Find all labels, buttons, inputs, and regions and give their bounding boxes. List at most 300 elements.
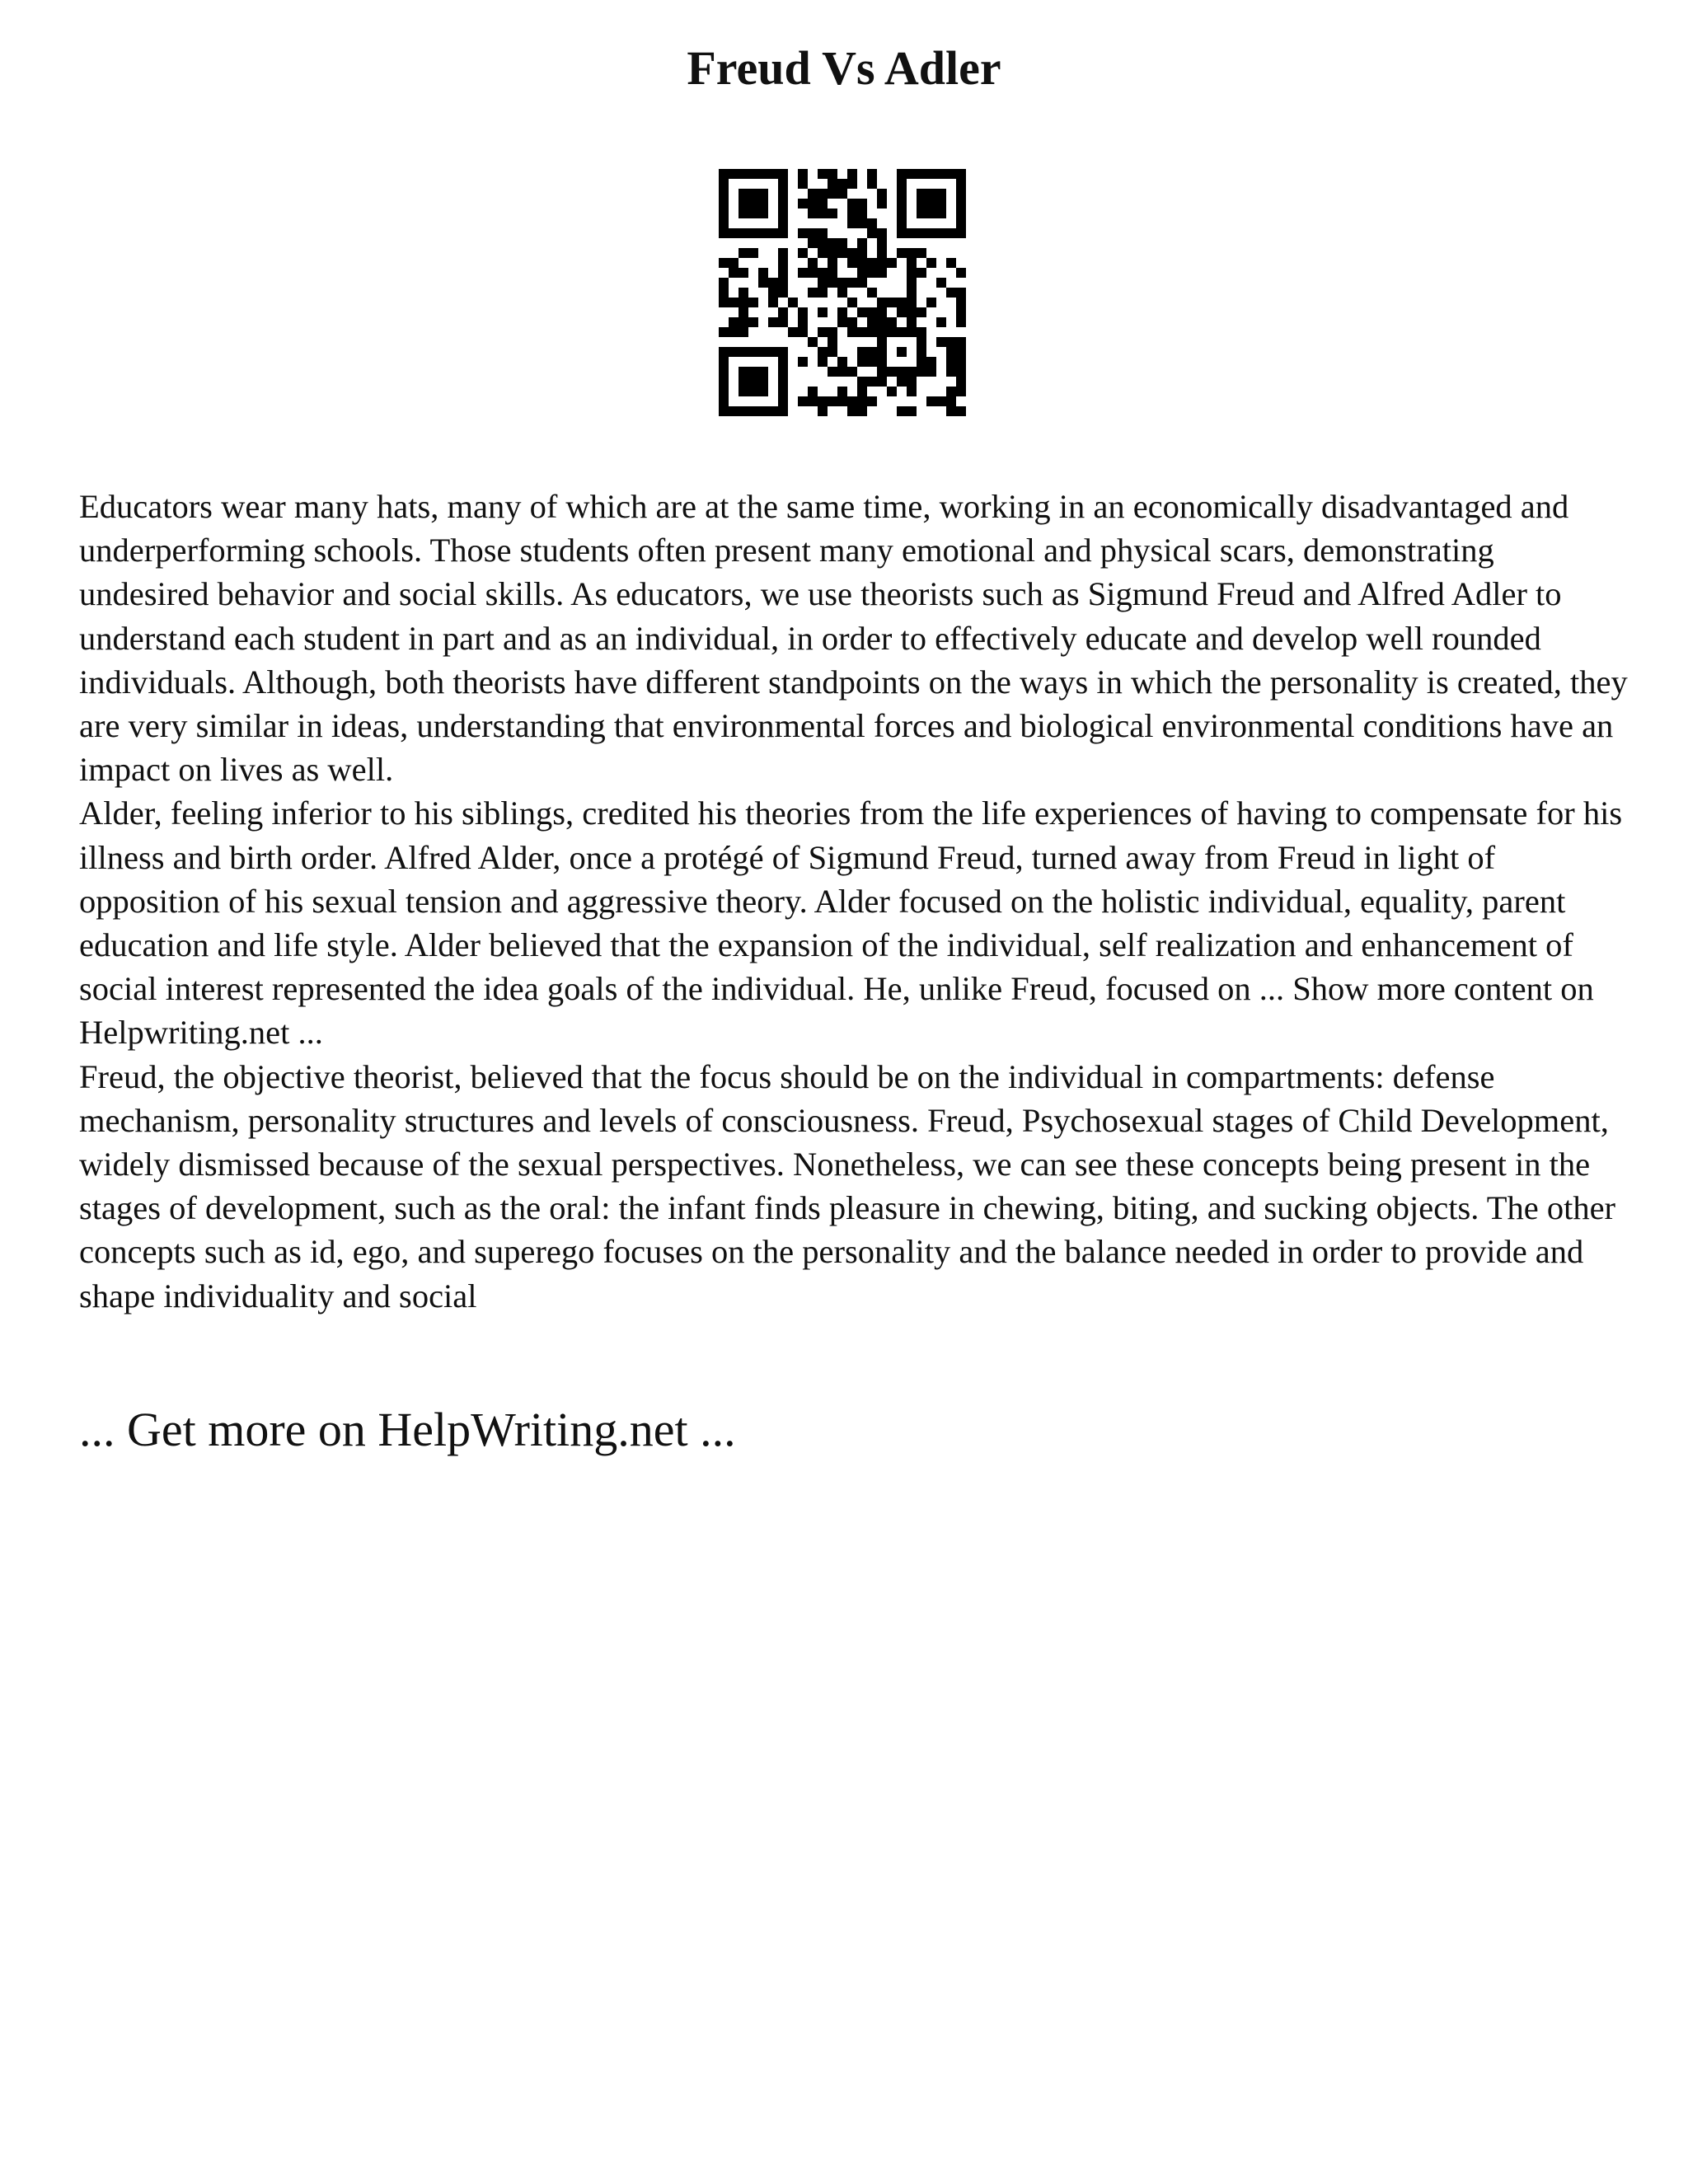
qr-module <box>956 228 966 238</box>
qr-module <box>758 169 768 179</box>
qr-module <box>778 248 788 258</box>
qr-module <box>936 278 946 288</box>
qr-module <box>847 248 857 258</box>
qr-module <box>956 179 966 189</box>
qr-module <box>867 377 877 387</box>
qr-module <box>818 248 828 258</box>
qr-module <box>907 377 917 387</box>
qr-module <box>847 218 857 228</box>
qr-code-icon <box>719 169 966 416</box>
qr-module <box>798 396 808 406</box>
qr-module <box>857 278 867 288</box>
qr-module <box>719 228 729 238</box>
qr-module <box>808 288 818 298</box>
qr-module <box>926 189 936 199</box>
qr-module <box>897 189 907 199</box>
qr-module <box>778 268 788 278</box>
qr-module <box>867 327 877 337</box>
qr-module <box>956 189 966 199</box>
qr-module <box>729 298 738 307</box>
qr-module <box>729 327 738 337</box>
qr-module <box>936 337 946 347</box>
qr-module <box>946 406 956 416</box>
qr-module <box>729 347 738 357</box>
qr-module <box>887 327 897 337</box>
qr-module <box>719 258 729 268</box>
qr-module <box>818 307 828 317</box>
qr-module <box>867 317 877 327</box>
qr-module <box>719 396 729 406</box>
qr-module <box>917 228 926 238</box>
qr-module <box>738 298 748 307</box>
qr-module <box>917 367 926 377</box>
qr-module <box>857 248 867 258</box>
qr-module <box>768 169 778 179</box>
qr-module <box>808 337 818 347</box>
qr-module <box>828 169 837 179</box>
qr-module <box>818 238 828 248</box>
qr-module <box>768 406 778 416</box>
qr-module <box>867 218 877 228</box>
qr-module <box>738 367 748 377</box>
qr-module <box>788 327 798 337</box>
qr-module <box>837 248 847 258</box>
qr-module <box>877 307 887 317</box>
qr-module <box>828 347 837 357</box>
qr-module <box>867 396 877 406</box>
qr-module <box>758 367 768 377</box>
qr-module <box>857 377 867 387</box>
qr-module <box>719 387 729 396</box>
qr-module <box>729 317 738 327</box>
qr-module <box>798 228 808 238</box>
qr-module <box>917 189 926 199</box>
qr-module <box>798 169 808 179</box>
qr-module <box>778 209 788 218</box>
qr-module <box>719 357 729 367</box>
page-title: Freud Vs Adler <box>687 41 1001 95</box>
qr-module <box>729 268 738 278</box>
qr-module <box>847 396 857 406</box>
qr-module <box>778 288 788 298</box>
qr-module <box>748 189 758 199</box>
qr-module <box>877 347 887 357</box>
qr-module <box>877 228 887 238</box>
qr-module <box>828 268 837 278</box>
qr-module <box>887 298 897 307</box>
qr-module <box>897 248 907 258</box>
qr-module <box>837 396 847 406</box>
qr-module <box>719 209 729 218</box>
qr-module <box>936 228 946 238</box>
qr-module <box>926 357 936 367</box>
qr-module <box>818 228 828 238</box>
qr-module <box>847 209 857 218</box>
qr-module <box>897 179 907 189</box>
qr-module <box>768 228 778 238</box>
qr-module <box>798 268 808 278</box>
qr-module <box>778 406 788 416</box>
qr-module <box>907 307 917 317</box>
qr-module <box>828 327 837 337</box>
qr-module <box>778 169 788 179</box>
qr-module <box>857 406 867 416</box>
qr-module <box>877 189 887 199</box>
qr-module <box>719 169 729 179</box>
qr-module <box>729 169 738 179</box>
qr-module <box>897 347 907 357</box>
qr-module <box>738 288 748 298</box>
qr-module <box>748 347 758 357</box>
qr-module <box>808 268 818 278</box>
qr-module <box>758 278 768 288</box>
qr-module <box>768 288 778 298</box>
qr-module <box>857 347 867 357</box>
qr-module <box>936 169 946 179</box>
qr-module <box>828 337 837 347</box>
qr-module <box>897 218 907 228</box>
qr-module <box>917 248 926 258</box>
qr-module <box>758 387 768 396</box>
qr-module <box>768 317 778 327</box>
qr-module <box>907 169 917 179</box>
qr-module <box>956 387 966 396</box>
qr-module <box>818 327 828 337</box>
qr-module <box>719 406 729 416</box>
qr-module <box>758 228 768 238</box>
qr-module <box>956 169 966 179</box>
qr-module <box>917 169 926 179</box>
qr-module <box>857 327 867 337</box>
qr-module <box>956 347 966 357</box>
qr-module <box>719 298 729 307</box>
qr-module <box>738 327 748 337</box>
qr-module <box>867 268 877 278</box>
qr-module <box>719 377 729 387</box>
qr-module <box>877 258 887 268</box>
qr-module <box>778 218 788 228</box>
qr-module <box>857 357 867 367</box>
qr-module <box>907 298 917 307</box>
qr-module <box>936 199 946 209</box>
qr-module <box>936 396 946 406</box>
qr-module <box>818 347 828 357</box>
qr-module <box>936 209 946 218</box>
qr-module <box>847 169 857 179</box>
qr-module <box>808 258 818 268</box>
qr-module <box>897 169 907 179</box>
qr-module <box>719 367 729 377</box>
qr-module <box>837 238 847 248</box>
qr-module <box>857 199 867 209</box>
qr-module <box>808 189 818 199</box>
qr-module <box>778 258 788 268</box>
qr-module <box>808 199 818 209</box>
qr-module <box>818 396 828 406</box>
qr-module <box>808 387 818 396</box>
qr-module <box>719 288 729 298</box>
qr-module <box>778 228 788 238</box>
qr-module <box>956 377 966 387</box>
qr-module <box>847 406 857 416</box>
qr-module <box>867 228 877 238</box>
qr-module <box>926 258 936 268</box>
qr-module <box>857 238 867 248</box>
qr-module <box>857 396 867 406</box>
qr-module <box>867 179 877 189</box>
qr-module <box>837 357 847 367</box>
qr-module <box>956 367 966 377</box>
qr-module <box>877 357 887 367</box>
qr-module <box>877 199 887 209</box>
qr-module <box>926 367 936 377</box>
qr-module <box>877 377 887 387</box>
qr-module <box>818 209 828 218</box>
qr-module <box>907 228 917 238</box>
qr-module <box>946 347 956 357</box>
qr-module <box>956 268 966 278</box>
qr-module <box>897 298 907 307</box>
qr-module <box>877 298 887 307</box>
qr-module <box>887 258 897 268</box>
qr-module <box>956 307 966 317</box>
qr-module <box>808 209 818 218</box>
qr-module <box>857 387 867 396</box>
qr-module <box>936 189 946 199</box>
qr-module <box>917 337 926 347</box>
qr-module <box>946 169 956 179</box>
qr-module <box>738 387 748 396</box>
qr-module <box>748 169 758 179</box>
qr-module <box>877 268 887 278</box>
qr-module <box>758 268 768 278</box>
qr-module <box>917 307 926 317</box>
qr-module <box>907 327 917 337</box>
qr-module <box>956 288 966 298</box>
qr-module <box>917 209 926 218</box>
qr-module <box>926 169 936 179</box>
qr-module <box>877 337 887 347</box>
qr-module <box>768 298 778 307</box>
qr-module <box>847 278 857 288</box>
qr-module <box>867 288 877 298</box>
qr-module <box>936 317 946 327</box>
qr-module <box>946 337 956 347</box>
qr-module <box>946 387 956 396</box>
qr-module <box>758 199 768 209</box>
qr-module <box>818 199 828 209</box>
qr-module <box>738 377 748 387</box>
qr-module <box>798 357 808 367</box>
qr-module <box>867 347 877 357</box>
qr-module <box>907 248 917 258</box>
qr-module <box>837 179 847 189</box>
qr-module <box>828 367 837 377</box>
qr-module <box>877 327 887 337</box>
qr-module <box>788 298 798 307</box>
qr-module <box>778 387 788 396</box>
qr-module <box>738 189 748 199</box>
qr-module <box>837 189 847 199</box>
qr-module <box>798 317 808 327</box>
qr-module <box>818 278 828 288</box>
qr-module <box>818 189 828 199</box>
qr-module <box>798 199 808 209</box>
qr-module <box>907 258 917 268</box>
qr-module <box>857 218 867 228</box>
qr-module <box>847 199 857 209</box>
qr-module <box>738 228 748 238</box>
qr-module <box>719 218 729 228</box>
qr-module <box>818 406 828 416</box>
qr-module <box>719 189 729 199</box>
qr-module <box>778 307 788 317</box>
qr-module <box>828 396 837 406</box>
qr-module <box>877 238 887 248</box>
qr-module <box>828 248 837 258</box>
qr-module <box>887 367 897 377</box>
qr-module <box>738 248 748 258</box>
qr-module <box>887 387 897 396</box>
qr-module <box>847 179 857 189</box>
qr-module <box>956 218 966 228</box>
qr-module <box>837 387 847 396</box>
qr-module <box>877 367 887 377</box>
qr-module <box>719 347 729 357</box>
qr-module <box>946 228 956 238</box>
qr-module <box>748 317 758 327</box>
qr-module <box>768 278 778 288</box>
qr-module <box>748 367 758 377</box>
qr-module <box>758 406 768 416</box>
qr-module <box>719 179 729 189</box>
qr-module <box>956 298 966 307</box>
qr-module <box>808 396 818 406</box>
qr-module <box>956 209 966 218</box>
qr-module <box>847 298 857 307</box>
qr-module <box>768 347 778 357</box>
qr-module <box>729 228 738 238</box>
qr-module <box>828 278 837 288</box>
qr-module <box>758 347 768 357</box>
qr-module <box>907 406 917 416</box>
qr-module <box>867 357 877 367</box>
qr-module <box>778 278 788 288</box>
qr-module <box>956 337 966 347</box>
qr-module <box>887 317 897 327</box>
qr-module <box>818 357 828 367</box>
qr-module <box>818 169 828 179</box>
qr-module <box>926 298 936 307</box>
qr-module <box>897 327 907 337</box>
qr-module <box>778 357 788 367</box>
qr-module <box>778 189 788 199</box>
qr-module <box>847 367 857 377</box>
qr-module <box>828 238 837 248</box>
qr-module <box>877 317 887 327</box>
article-body <box>79 485 1629 1318</box>
qr-module <box>798 248 808 258</box>
qr-module <box>907 387 917 396</box>
paragraph: Freud, the objective theorist, believed that the focus should be on the individual in compartments: defense mechanism, personality structures and levels of consciousness. Freud, Psychosexual stages of Child Development, widely dismissed because of the sexual perspectives. Nonetheless, we can see these concepts being present in the stages of development, such as the oral: the infant finds pleasure in chewing, biting, and sucking objects. The other concepts such as id, ego, and superego focuses on the personality and the balance needed in order to provide and shape individuality and social <box>79 1057 1616 1315</box>
qr-module <box>907 288 917 298</box>
paragraph: Educators wear many hats, many of which are at the same time, working in an economically disadvantaged and underperforming schools. Those students often present many emotional and physical scars, demonstrating undesired behavior and social skills. As educators, we use theorists such as Sigmund Freud and Alfred Adler to understand each student in part and as an individual, in order to effectively educate and develop well rounded individuals. Although, both theorists have different standpoints on the ways in which the personality is created, they are very similar in ideas, understanding that environmental forces and biological environmental conditions have an impact on lives as well. <box>79 488 1628 789</box>
qr-module <box>738 169 748 179</box>
qr-module <box>926 228 936 238</box>
qr-module <box>907 278 917 288</box>
qr-module <box>917 327 926 337</box>
qr-module <box>837 288 847 298</box>
qr-module <box>808 238 818 248</box>
qr-module <box>778 347 788 357</box>
qr-module <box>758 377 768 387</box>
qr-module <box>758 189 768 199</box>
qr-module <box>748 199 758 209</box>
qr-module <box>926 209 936 218</box>
qr-module <box>748 209 758 218</box>
qr-module <box>738 347 748 357</box>
qr-module <box>738 199 748 209</box>
qr-module <box>857 307 867 317</box>
qr-module <box>897 377 907 387</box>
qr-module <box>956 317 966 327</box>
qr-module <box>897 307 907 317</box>
qr-module <box>897 228 907 238</box>
qr-module <box>808 228 818 238</box>
qr-module <box>729 258 738 268</box>
qr-module <box>956 406 966 416</box>
qr-module <box>748 248 758 258</box>
qr-module <box>738 209 748 218</box>
qr-module <box>917 347 926 357</box>
qr-module <box>877 248 887 258</box>
qr-module <box>907 367 917 377</box>
qr-module <box>837 367 847 377</box>
qr-module <box>897 209 907 218</box>
get-more-link[interactable]: ... Get more on HelpWriting.net ... <box>79 1403 736 1456</box>
qr-module <box>818 288 828 298</box>
qr-module <box>719 278 729 288</box>
qr-module <box>837 307 847 317</box>
qr-module <box>778 179 788 189</box>
qr-module <box>917 357 926 367</box>
qr-module <box>847 327 857 337</box>
qr-module <box>907 317 917 327</box>
qr-module <box>719 327 729 337</box>
qr-module <box>828 209 837 218</box>
qr-module <box>798 179 808 189</box>
qr-module <box>748 377 758 387</box>
qr-module <box>926 396 936 406</box>
qr-module <box>798 327 808 337</box>
qr-module <box>857 258 867 268</box>
qr-module <box>946 288 956 298</box>
qr-module <box>917 268 926 278</box>
qr-module <box>778 377 788 387</box>
paragraph: Alder, feeling inferior to his siblings, credited his theories from the life experiences of having to compensate for his illness and birth order. Alfred Alder, once a protégé of Sigmund Freud, turned away from Freud in light of opposition of his sexual tension and aggressive theory. Alder focused on the holistic individual, equality, parent education and life style. Alder believed that the expansion of the individual, self realization and enhancement of social interest represented the idea goals of the individual. He, unlike Freud, focused on ... Show more content on Helpwriting.net ... <box>79 794 1623 1052</box>
qr-module <box>828 258 837 268</box>
qr-module <box>867 169 877 179</box>
qr-module <box>897 199 907 209</box>
qr-module <box>837 317 847 327</box>
qr-module <box>778 367 788 377</box>
qr-module <box>926 199 936 209</box>
qr-module <box>818 268 828 278</box>
qr-module <box>897 406 907 416</box>
qr-module <box>867 307 877 317</box>
qr-module <box>946 367 956 377</box>
qr-module <box>748 228 758 238</box>
